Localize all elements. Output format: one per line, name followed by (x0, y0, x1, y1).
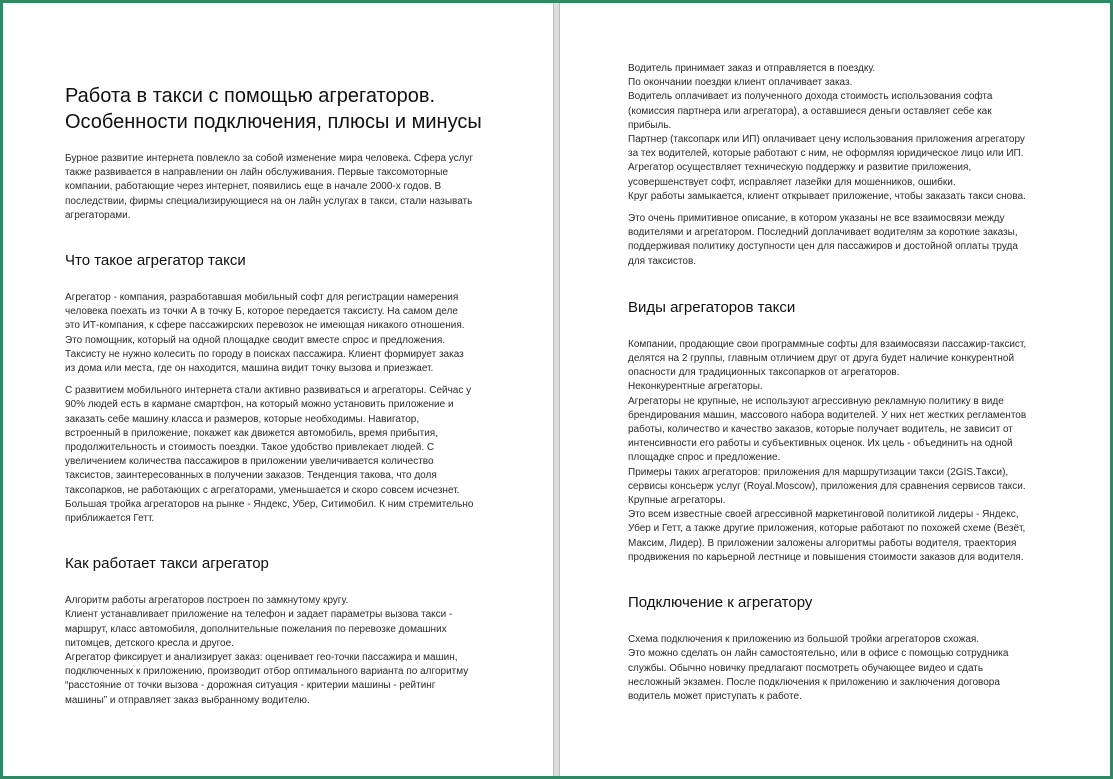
text-line: приближается Гетт. (65, 513, 155, 525)
text-line: водитель может приступать к работе. (628, 690, 802, 702)
section-heading-connection: Подключение к агрегатору (628, 594, 813, 612)
section-connection-paragraph (628, 633, 1048, 704)
document-page-right (560, 3, 1110, 776)
page-left-content (65, 83, 495, 708)
text-line: Водитель оплачивает из полученного дохода стоимость использования софта (628, 91, 993, 103)
text-line: для таксистов. (628, 255, 697, 267)
text-line: делятся на 2 группы, главным отличием друг от друга будет наличие конкурентной (628, 353, 1015, 365)
page-right-content (628, 62, 1048, 704)
text-line: несложный экзамен. После подключения к приложению и заключения договора (628, 676, 1000, 688)
section-what-is-paragraph-2 (65, 384, 495, 526)
continuation-paragraph-2 (628, 212, 1048, 269)
text-line: человека поехать из точки А в точку Б, которое передается таксисту. На самом деле (65, 306, 458, 318)
document-title (65, 83, 495, 135)
text-line: подключенных к приложению, производит отбор оптимального варианта по алгоритму (65, 666, 469, 678)
text-line: Работа в такси с помощью агрегаторов. (65, 85, 435, 107)
text-line: маршрут, класс автомобиля, дополнительные пожелания по перевозке домашних (65, 623, 447, 635)
text-line: С развитием мобильного интернета стали активно развиваться и агрегаторы. Сейчас у (65, 385, 472, 397)
text-line: Агрегатор - компания, разработавшая мобильный софт для регистрации намерения (65, 292, 459, 304)
text-line: Крупные агрегаторы. (628, 495, 726, 507)
text-line: Агрегатор осуществляет техническую поддержку и развитие приложения, (628, 162, 972, 174)
text-line: брендирования машин, массового набора водителей. У них нет жестких регламентов (628, 409, 1027, 421)
text-line: за тех водителей, которые работают с ним, не оформляя юридическое лицо или ИП. (628, 148, 1024, 160)
continuation-paragraph-1 (628, 62, 1048, 204)
text-line: Таксисту не нужно колесить по городу в поисках пассажира. Клиент формирует заказ (65, 348, 464, 360)
text-line: Клиент устанавливает приложение на телефон и задает параметры вызова такси - (65, 609, 453, 621)
text-line: Максим, Лидер). В приложении заложены алгоритмы работы водителя, траектория (628, 537, 1017, 549)
text-line: также развивается в направлении он лайн обслуживания. Первые таксомоторные (65, 167, 449, 179)
text-line: “расстояние от точки вызова - дорожная ситуация - критерии машины - рейтинг (65, 680, 436, 692)
text-line: Агрегатор фиксирует и анализирует заказ: оценивает гео-точки пассажира и машин, (65, 652, 458, 664)
document-page-left (3, 3, 553, 776)
section-heading-how-it-works: Как работает такси агрегатор (65, 555, 269, 573)
text-line: Водитель принимает заказ и отправляется в поездку. (628, 63, 876, 74)
text-line: Круг работы замыкается, клиент открывает приложение, чтобы заказать такси снова. (628, 190, 1026, 202)
text-line: интенсивности его работы и субъективных оценок. Их цель - объединить на одной (628, 438, 1013, 450)
text-line: продолжительность и стоимость поездки. Такое удобство привлекает людей. С (65, 442, 435, 454)
text-line: Агрегаторы не крупные, не используют агрессивную рекламную политику в виде (628, 395, 1004, 407)
text-line: водителями и агрегатором. Последний доплачивает водителям за короткие заказы, (628, 227, 1018, 239)
section-how-it-works-paragraph (65, 594, 495, 708)
section-what-is-paragraph-1 (65, 291, 495, 376)
text-line: Большая тройка агрегаторов на рынке - Яндекс, Убер, Ситимобил. К ним стремительно (65, 498, 474, 510)
text-line: По окончании поездки клиент оплачивает заказ. (628, 77, 853, 89)
section-heading-types: Виды агрегаторов такси (628, 298, 796, 316)
text-line: последствии, фирмы специализирующиеся на он лайн услугах в такси, стали называть (65, 195, 473, 207)
text-line: усовершенствует софт, исправляет лазейки для мошенников, ошибки. (628, 176, 956, 188)
text-line: Компании, продающие свои программные софты для взаимосвязи пассажир-таксист, (628, 338, 1027, 350)
text-line: Это очень примитивное описание, в котором указаны не все взаимосвязи между (628, 213, 1005, 225)
text-line: увеличением количества пассажиров в приложении увеличивается количество (65, 456, 434, 468)
text-line: Партнер (таксопарк или ИП) оплачивает цену использования приложения агрегатору (628, 134, 1025, 146)
text-line: Это можно сделать он лайн самостоятельно, или в офисе с помощью сотрудника (628, 648, 1009, 660)
text-line: питомцев, детского кресла и другое. (65, 637, 234, 649)
text-line: опасности для традиционных таксопарков от агрегаторов. (628, 367, 900, 379)
text-line: Бурное развитие интернета повлекло за собой изменение мира человека. Сфера услуг (65, 153, 474, 164)
text-line: Особенности подключения, плюсы и минусы (65, 111, 482, 133)
text-line: из дома или места, где он находится, машина видит точку вызова и приезжает. (65, 363, 434, 375)
text-line: машины” и отправляет заказ выбранному водителю. (65, 694, 310, 706)
document-viewer[interactable] (3, 3, 1110, 776)
text-line: Это всем известные своей агрессивной маркетинговой политикой лидеры - Яндекс, (628, 509, 1019, 521)
section-types-paragraph (628, 338, 1048, 565)
text-line: работы, количество и качество заказов, которые получает водитель, не зависит от (628, 424, 1013, 436)
text-line: встроенный в приложение, покажет как движется автомобиль, время прибытия, (65, 427, 438, 439)
text-line: Алгоритм работы агрегаторов построен по замкнутому кругу. (65, 595, 349, 607)
text-line: прибыль. (628, 119, 672, 131)
text-line: продвижения по карьерной лестнице и повышения стоимости заказов для водителя. (628, 551, 1024, 563)
text-line: 90% людей есть в кармане смартфон, на который можно установить приложение и (65, 399, 454, 411)
text-line: Неконкурентные агрегаторы. (628, 381, 763, 393)
text-line: площадке спрос и предложение. (628, 452, 781, 464)
text-line: агрегаторами. (65, 209, 131, 221)
text-line: Схема подключения к приложению из большой тройки агрегаторов схожая. (628, 634, 980, 646)
text-line: Убер и Гетт, а также другие приложения, которые работают по похожей схеме (Везёт, (628, 523, 1026, 535)
intro-paragraph (65, 152, 495, 223)
text-line: таксистов, заинтересованных в получении заказов. Тенденция такова, что доля (65, 470, 437, 482)
text-line: компании, работающие через интернет, появились еще в начале 2000-х годов. В (65, 181, 442, 193)
text-line: поддерживая политику доступности цен для пассажиров и достойной оплаты труда (628, 241, 1018, 253)
text-line: (комиссия партнера или агрегатора), а оставшиеся деньги оставляет себе как (628, 105, 992, 117)
text-line: это ИТ-компания, к сфере пассажирских перевозок не имеющая никакого отношения. (65, 320, 465, 332)
section-heading-what-is: Что такое агрегатор такси (65, 252, 246, 270)
text-line: сервисы консьерж услуг (Royal.Moscow), приложения для сравнения сервисов такси. (628, 480, 1026, 492)
text-line: службы. Обычно новичку предлагают посмотреть обучающее видео и сдать (628, 662, 984, 674)
page-gutter (553, 3, 560, 776)
text-line: Это помощник, который на одной площадке сводит вместе спрос и предложения. (65, 334, 446, 346)
text-line: Примеры таких агрегаторов: приложения для маршрутизации такси (2GIS.Такси), (628, 466, 1009, 478)
text-line: таксопарков, не работающих с агрегаторами, уменьшается и скоро совсем исчезнет. (65, 484, 460, 496)
text-line: заказать себе машину класса и размеров, которые необходимы. Навигатор, (65, 413, 420, 425)
